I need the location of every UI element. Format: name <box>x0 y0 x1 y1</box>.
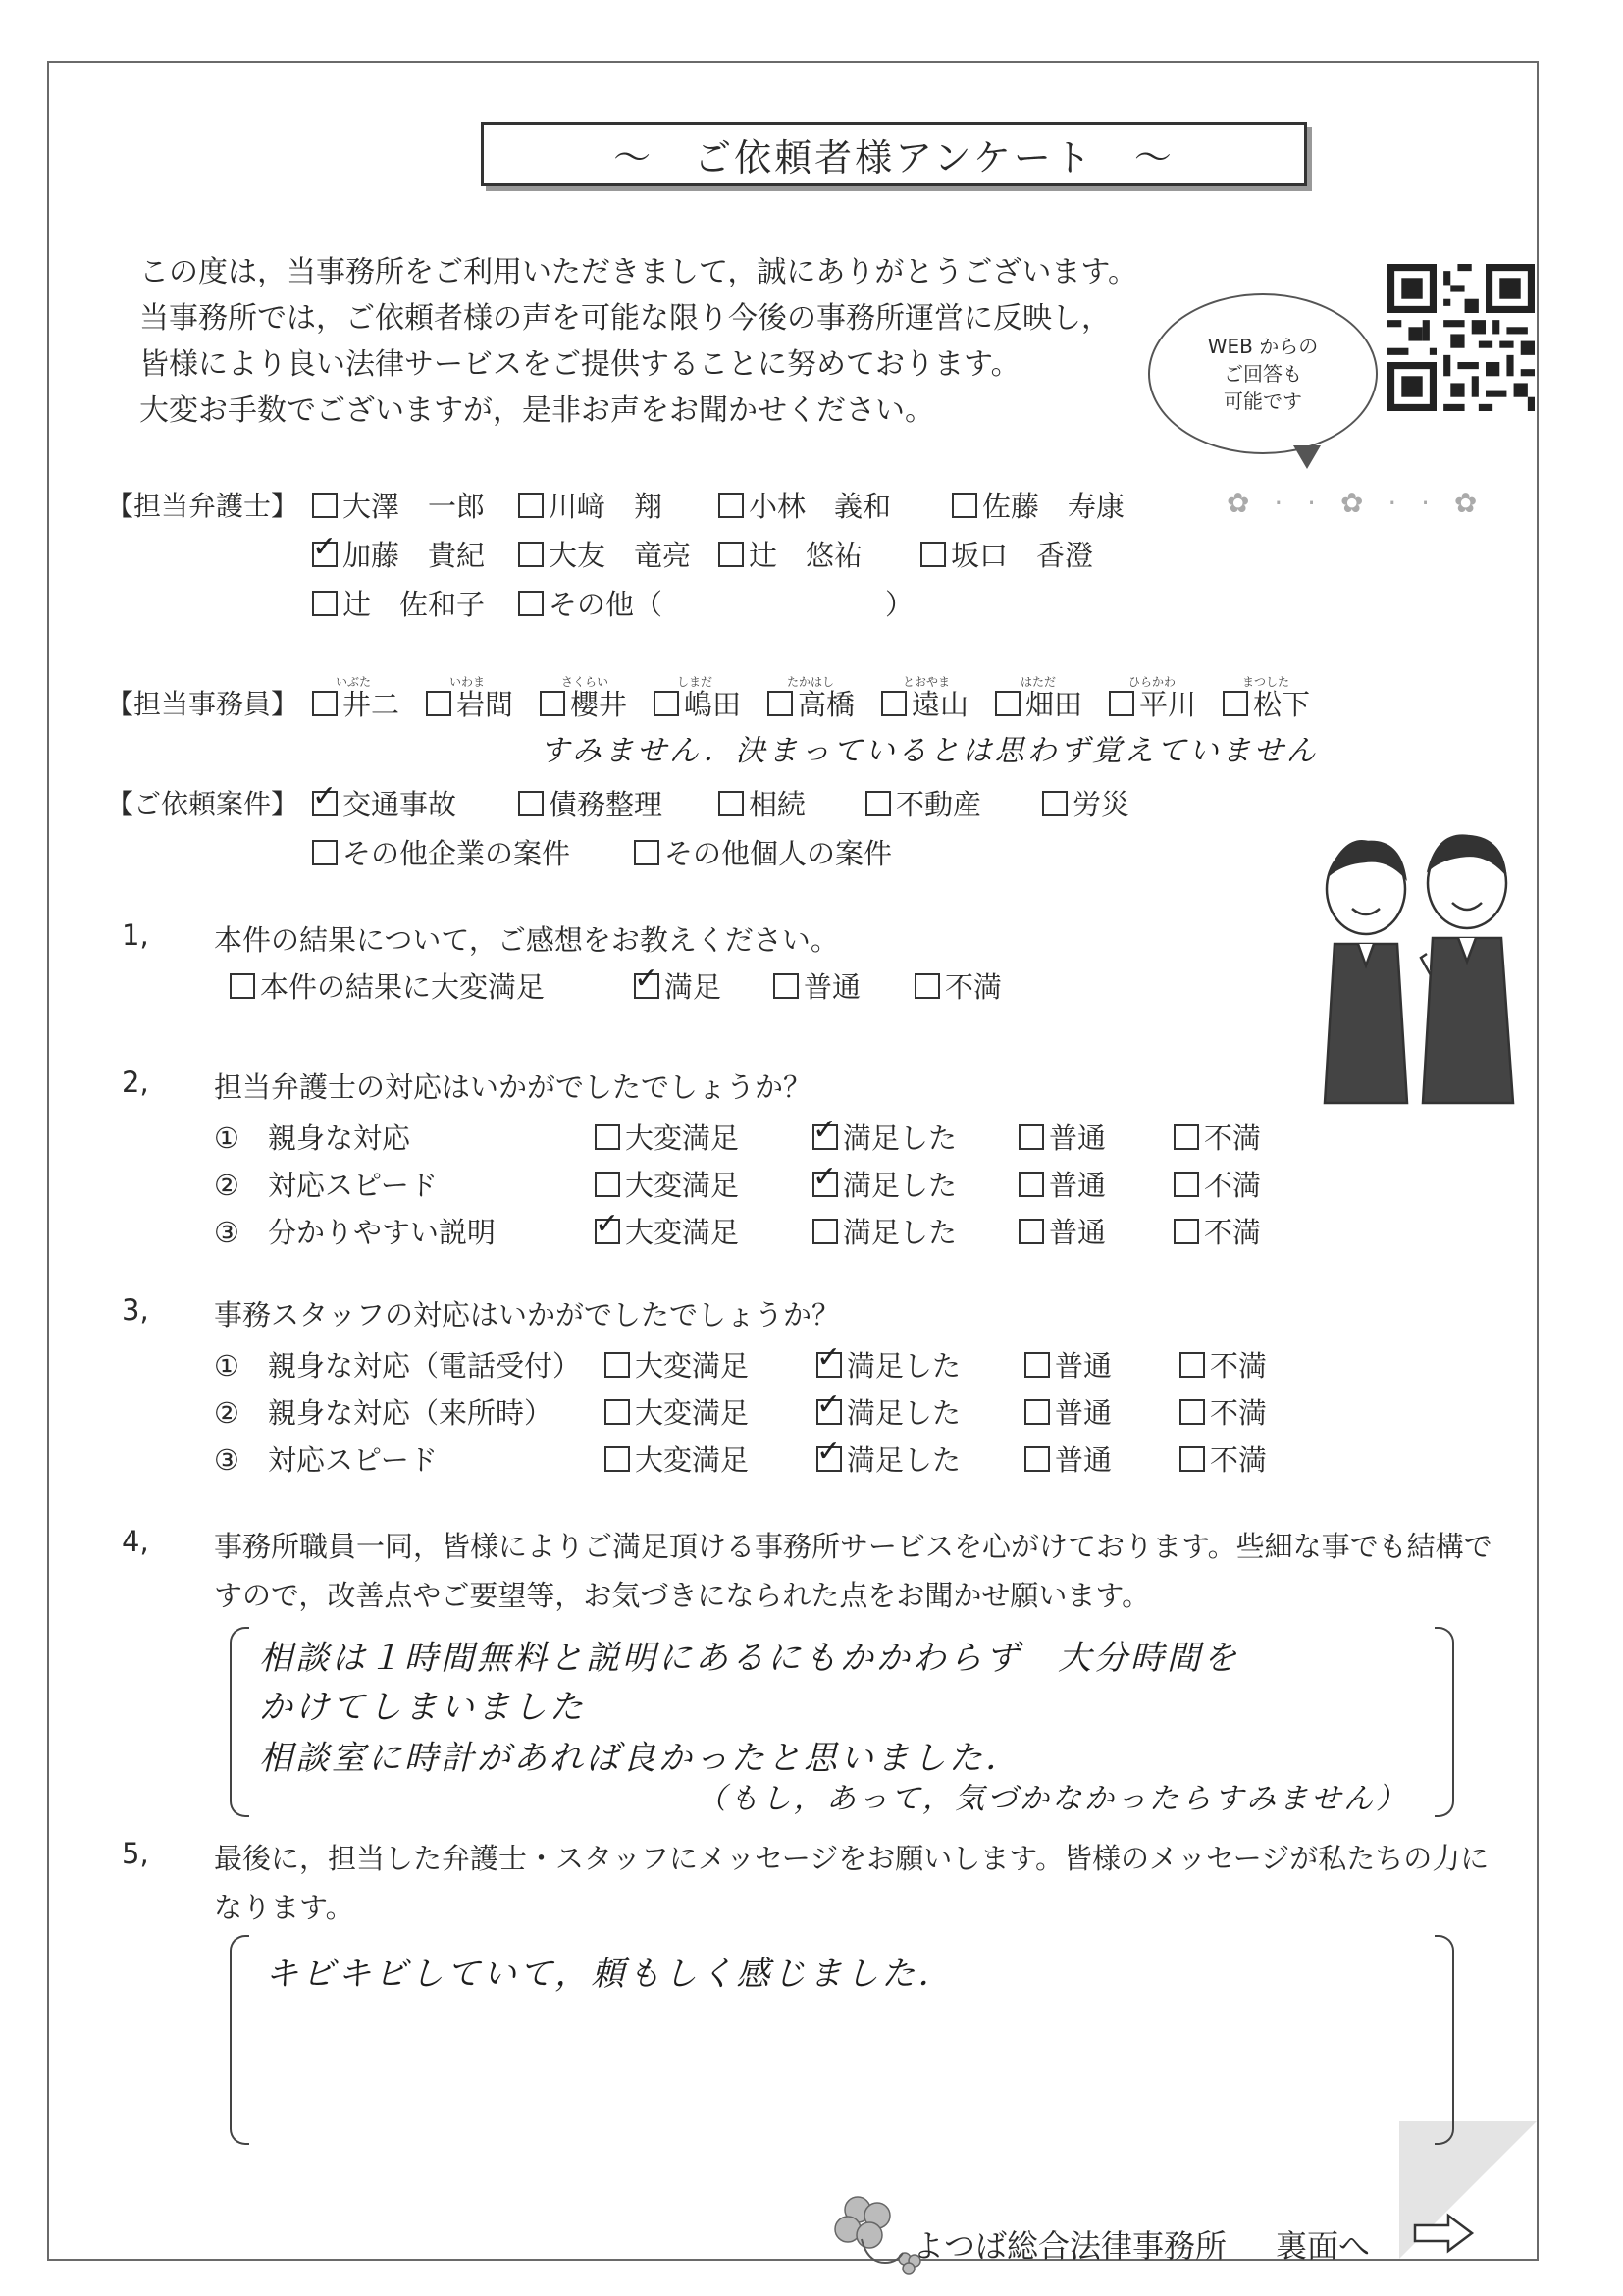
rating-option[interactable]: 普通 <box>1024 1391 1112 1432</box>
rating-row-label: ① 親身な対応（電話受付） <box>214 1349 581 1383</box>
checkbox[interactable] <box>1174 1172 1199 1197</box>
qr-code-icon[interactable] <box>1387 264 1535 411</box>
rating-option[interactable]: 大変満足 <box>604 1391 749 1432</box>
rating-option[interactable]: 不満 <box>1174 1164 1261 1204</box>
rating-option[interactable]: 大変満足 <box>604 1344 749 1384</box>
q4-answer-line[interactable]: かけてしまいました <box>259 1688 586 1727</box>
question-number: 4, <box>122 1525 149 1558</box>
lawyers-illustration <box>1305 818 1531 1113</box>
checkbox-checked[interactable] <box>816 1352 842 1378</box>
staff-ruby: はただ <box>1021 675 1057 689</box>
answer-bracket-right <box>1435 1627 1454 1817</box>
staff-ruby: たかはし <box>787 675 835 689</box>
checkbox[interactable] <box>718 542 744 567</box>
checkbox-checked[interactable] <box>634 973 659 999</box>
checkbox[interactable] <box>595 1172 620 1197</box>
staff-ruby: まつした <box>1242 675 1290 689</box>
rating-option[interactable]: ✓ 大変満足 <box>595 1211 739 1251</box>
rating-option[interactable]: 普通 <box>1024 1344 1112 1384</box>
checkbox[interactable] <box>915 973 940 999</box>
staff-ruby: いぶた <box>336 675 372 689</box>
checkbox[interactable] <box>1019 1124 1044 1150</box>
lawyer-option[interactable]: 辻 悠祐 <box>718 534 863 574</box>
checkbox[interactable] <box>920 542 946 567</box>
checkbox[interactable] <box>426 691 451 716</box>
staff-option[interactable]: 松下 <box>1223 683 1310 723</box>
checkbox[interactable] <box>312 691 338 716</box>
staff-ruby: とおやま <box>903 675 951 689</box>
checkbox[interactable] <box>312 591 338 616</box>
survey-sheet <box>47 61 1539 2265</box>
checkbox[interactable] <box>1024 1446 1050 1472</box>
lawyer-option[interactable]: 辻 佐和子 <box>312 583 485 623</box>
staff-option[interactable]: 畑田 <box>995 683 1082 723</box>
staff-option[interactable]: 遠山 <box>881 683 969 723</box>
checkbox[interactable] <box>1179 1446 1205 1472</box>
lawyer-option[interactable]: 川﨑 翔 <box>518 485 662 525</box>
q4-answer-line[interactable]: （もし，あって，気づかなかったらすみません） <box>697 1782 1409 1816</box>
checkbox[interactable] <box>312 493 338 518</box>
rating-option[interactable]: 大変満足 <box>595 1164 739 1204</box>
rating-row-label: ② 親身な対応（来所時） <box>214 1396 552 1430</box>
checkbox[interactable] <box>881 691 907 716</box>
staff-option[interactable]: 岩間 <box>426 683 513 723</box>
web-answer-bubble <box>1148 293 1378 454</box>
page-title: ～ ご依頼者様アンケート ～ <box>481 122 1307 186</box>
rating-row-label: ① 親身な対応 <box>214 1122 410 1155</box>
checkbox-checked[interactable] <box>595 1219 620 1244</box>
checkbox[interactable] <box>604 1446 630 1472</box>
question-number: 5, <box>122 1837 149 1870</box>
rating-option[interactable]: ✓ 満足した <box>816 1344 961 1384</box>
staff-ruby: ひらかわ <box>1128 675 1177 689</box>
checkbox[interactable] <box>518 542 544 567</box>
clover-decoration: ✿ · · ✿ · · ✿ <box>1227 487 1486 519</box>
checkbox[interactable] <box>1019 1172 1044 1197</box>
lawyer-option[interactable]: 坂口 香澄 <box>920 534 1093 574</box>
q4-answer-line[interactable]: 相談は１時間無料と説明にあるにもかかわらず 大分時間を <box>259 1639 1239 1678</box>
checkbox-checked[interactable] <box>816 1399 842 1425</box>
case-label: 【ご依頼案件】 <box>106 788 299 820</box>
question-number: 2, <box>122 1066 149 1099</box>
checkbox[interactable] <box>718 791 744 816</box>
rating-option[interactable]: ✓ 満足した <box>812 1117 957 1157</box>
rating-option[interactable]: 不満 <box>1174 1211 1261 1251</box>
checkbox[interactable] <box>865 791 891 816</box>
lawyer-option[interactable]: 大澤 一郎 <box>312 485 485 525</box>
rating-option[interactable]: 普通 <box>1019 1164 1106 1204</box>
q4-answer-line[interactable]: 相談室に時計があれば良かったと思いました． <box>259 1739 1021 1778</box>
checkbox[interactable] <box>1109 691 1134 716</box>
checkbox[interactable] <box>1024 1352 1050 1378</box>
q1-option[interactable]: 普通 <box>773 965 861 1006</box>
lawyer-label: 【担当弁護士】 <box>106 490 299 522</box>
checkbox[interactable] <box>1174 1219 1199 1244</box>
staff-option[interactable]: 櫻井 <box>540 683 627 723</box>
case-option[interactable]: その他個人の案件 <box>634 832 892 872</box>
checkbox[interactable] <box>773 973 799 999</box>
checkbox[interactable] <box>1042 791 1068 816</box>
checkbox[interactable] <box>995 691 1021 716</box>
staff-ruby: さくらい <box>561 675 609 689</box>
q1-option[interactable]: ✓ 満足 <box>634 965 721 1006</box>
checkbox[interactable] <box>540 691 565 716</box>
rating-option[interactable]: 普通 <box>1019 1211 1106 1251</box>
rating-option[interactable]: 不満 <box>1179 1438 1267 1479</box>
staff-ruby: いわま <box>449 675 486 689</box>
checkbox[interactable] <box>654 691 679 716</box>
answer-bracket-right <box>1435 1935 1454 2145</box>
rating-option[interactable]: 不満 <box>1179 1391 1267 1432</box>
question-text: 本件の結果について，ご感想をお教えください。 <box>214 923 839 957</box>
rating-option[interactable]: ✓ 満足した <box>812 1164 957 1204</box>
lawyer-option[interactable]: 佐藤 寿康 <box>952 485 1125 525</box>
checkbox-checked[interactable] <box>312 542 338 567</box>
checkbox[interactable] <box>1179 1399 1205 1425</box>
answer-bracket-left <box>230 1627 249 1817</box>
q1-option[interactable]: 不満 <box>915 965 1002 1006</box>
question-text-line: 最後に，担当した弁護士・スタッフにメッセージをお願いします。皆様のメッセージが私たちの力に <box>214 1842 1490 1875</box>
intro-text <box>139 249 1137 434</box>
staff-option[interactable]: 高橋 <box>767 683 855 723</box>
case-option[interactable]: その他企業の案件 <box>312 832 570 872</box>
rating-option[interactable]: 大変満足 <box>595 1117 739 1157</box>
staff-ruby: しまだ <box>677 675 713 689</box>
right-arrow-icon[interactable] <box>1413 2212 1476 2255</box>
checkbox[interactable] <box>812 1219 838 1244</box>
rating-option[interactable]: 普通 <box>1024 1438 1112 1479</box>
question-text-line: 事務所職員一同，皆様によりご満足頂ける事務所サービスを心がけております。些細な事でも結構で <box>214 1530 1492 1563</box>
question-text: 事務スタッフの対応はいかがでしたでしょうか？ <box>214 1298 841 1331</box>
other-close-paren: ） <box>885 588 915 621</box>
question-text-line: なります。 <box>214 1891 354 1924</box>
rating-row-label: ② 対応スピード <box>214 1169 438 1202</box>
rating-row-label: ③ 対応スピード <box>214 1443 438 1477</box>
checkbox[interactable] <box>1223 691 1248 716</box>
checkbox-checked[interactable] <box>312 791 338 816</box>
case-option[interactable]: ✓ 交通事故 <box>312 783 456 823</box>
case-option[interactable]: 相続 <box>718 783 806 823</box>
rating-option[interactable]: ✓ 満足した <box>816 1438 961 1479</box>
lawyer-option[interactable]: ✓加藤 貴紀 <box>312 534 485 574</box>
bubble-line: 可能です <box>1224 390 1302 413</box>
question-text-line: すので，改善点やご要望等，お気づきになられた点をお聞かせ願います。 <box>214 1579 1151 1612</box>
checkbox[interactable] <box>230 973 255 999</box>
rating-option[interactable]: 不満 <box>1174 1117 1261 1157</box>
staff-option[interactable]: 嶋田 <box>654 683 741 723</box>
checkbox[interactable] <box>1024 1399 1050 1425</box>
rating-row-label: ③ 分かりやすい説明 <box>214 1216 496 1249</box>
case-option[interactable]: 不動産 <box>865 783 981 823</box>
checkbox-checked[interactable] <box>812 1172 838 1197</box>
intro-line: 当事務所では，ご依頼者様の声を可能な限り今後の事務所運営に反映し， <box>139 301 1111 336</box>
checkbox[interactable] <box>604 1399 630 1425</box>
staff-handwritten-note: すみません．決まっているとは思わず覚えていません <box>540 734 1319 768</box>
intro-line: この度は，当事務所をご利用いただきまして，誠にありがとうございます。 <box>139 255 1137 289</box>
checkbox[interactable] <box>604 1352 630 1378</box>
question-number: 1, <box>122 918 149 952</box>
rating-option[interactable]: 満足した <box>812 1211 957 1251</box>
intro-line: 皆様により良い法律サービスをご提供することに努めております。 <box>139 347 1021 382</box>
checkbox-checked[interactable] <box>812 1124 838 1150</box>
rating-option[interactable]: 普通 <box>1019 1117 1106 1157</box>
checkbox[interactable] <box>518 591 544 616</box>
staff-option[interactable]: 平川 <box>1109 683 1196 723</box>
next-page-label[interactable]: 裏面へ <box>1276 2227 1371 2265</box>
lawyer-option-other[interactable]: その他（ <box>518 583 662 623</box>
staff-option[interactable]: 井二 <box>312 683 399 723</box>
checkbox[interactable] <box>518 791 544 816</box>
checkbox-checked[interactable] <box>816 1446 842 1472</box>
checkbox[interactable] <box>767 691 793 716</box>
checkbox[interactable] <box>718 493 744 518</box>
case-option[interactable]: 労災 <box>1042 783 1129 823</box>
checkbox[interactable] <box>312 840 338 865</box>
question-number: 3, <box>122 1293 149 1327</box>
case-option[interactable]: 債務整理 <box>518 783 662 823</box>
answer-bracket-left <box>230 1935 249 2145</box>
checkbox[interactable] <box>634 840 659 865</box>
checkbox[interactable] <box>518 493 544 518</box>
intro-line: 大変お手数でございますが，是非お声をお聞かせください。 <box>139 393 934 428</box>
bubble-line: ご回答も <box>1224 362 1302 386</box>
checkbox[interactable] <box>1174 1124 1199 1150</box>
checkbox[interactable] <box>1179 1352 1205 1378</box>
q5-answer[interactable]: キビキビしていて，頼もしく感じました． <box>265 1955 955 1994</box>
lawyer-option[interactable]: 大友 竜亮 <box>518 534 691 574</box>
lawyer-option[interactable]: 小林 義和 <box>718 485 891 525</box>
rating-option[interactable]: 不満 <box>1179 1344 1267 1384</box>
staff-label: 【担当事務員】 <box>106 688 299 720</box>
rating-option[interactable]: 大変満足 <box>604 1438 749 1479</box>
firm-name: よつば総合法律事務所 <box>913 2227 1228 2265</box>
checkbox[interactable] <box>595 1124 620 1150</box>
checkbox[interactable] <box>1019 1219 1044 1244</box>
question-text: 担当弁護士の対応はいかがでしたでしょうか？ <box>214 1070 812 1104</box>
rating-option[interactable]: ✓ 満足した <box>816 1391 961 1432</box>
checkbox[interactable] <box>952 493 977 518</box>
bubble-tail <box>1293 445 1321 469</box>
bubble-line: WEB からの <box>1207 335 1319 358</box>
q1-option[interactable]: 本件の結果に大変満足 <box>230 965 545 1006</box>
